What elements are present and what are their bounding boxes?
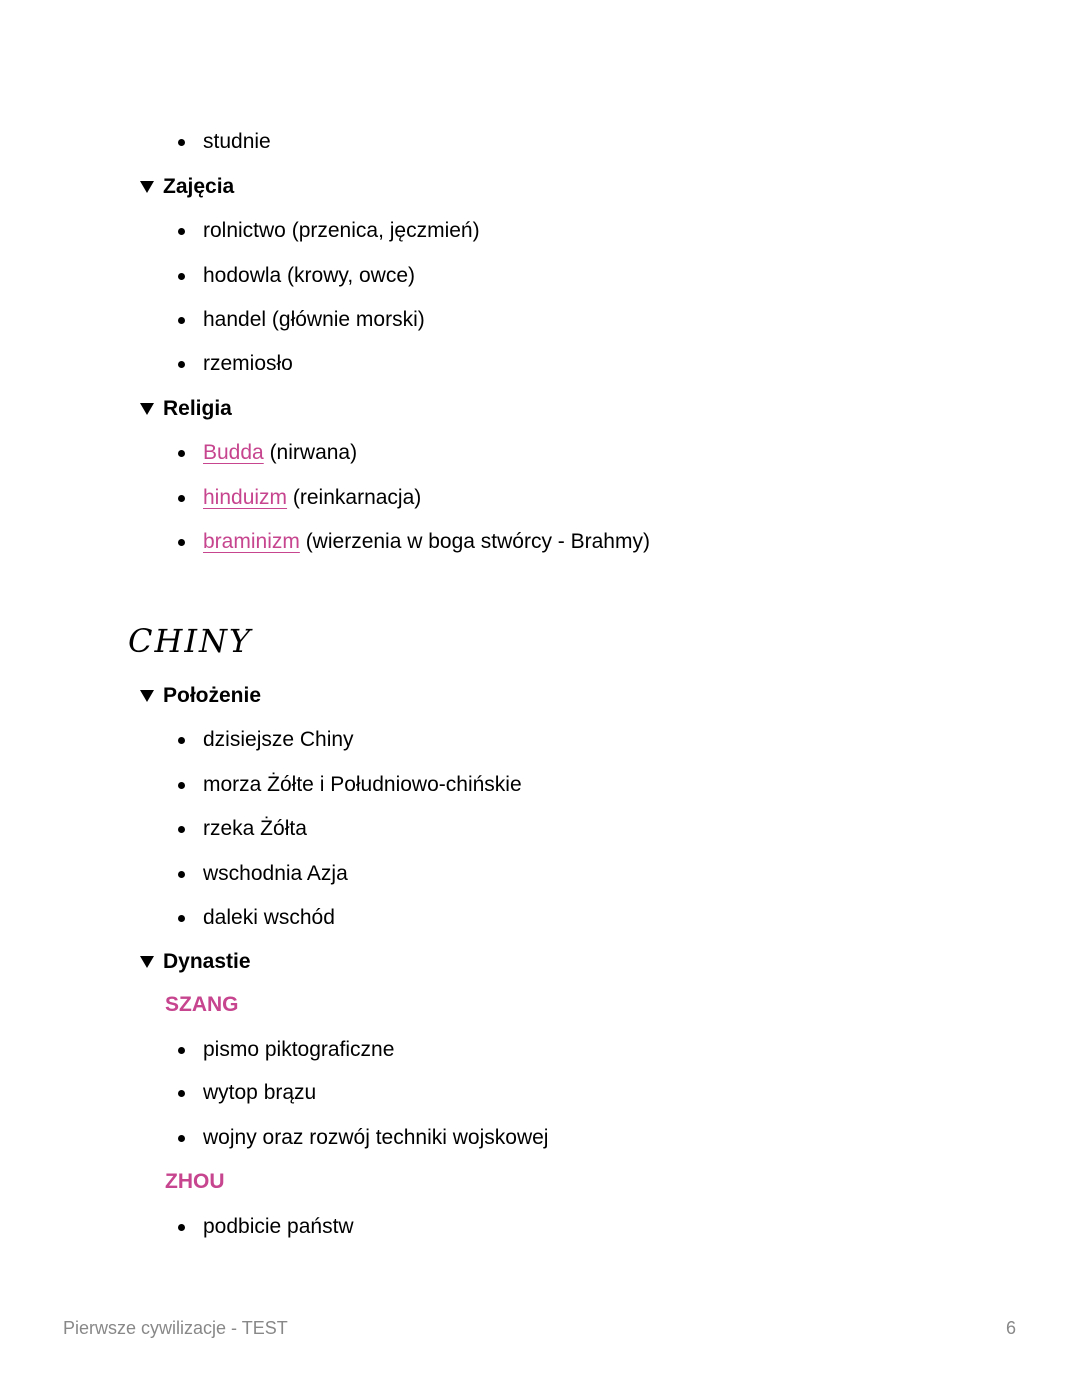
bullet-icon <box>178 1135 185 1142</box>
list-item <box>178 127 271 157</box>
list-item <box>178 527 650 557</box>
triangle-down-icon <box>140 956 154 968</box>
list-item-text: dzisiejsze Chiny <box>203 728 354 751</box>
bullet-icon <box>178 139 185 146</box>
list-item <box>178 770 522 800</box>
list-item <box>178 483 421 513</box>
section-title-chiny: CHINY <box>128 622 253 660</box>
list-item <box>178 725 354 755</box>
bullet-icon <box>178 1224 185 1231</box>
list-item <box>178 903 335 933</box>
bullet-icon <box>178 495 185 502</box>
list-item-text: podbicie państw <box>203 1215 354 1238</box>
list-item-text: rzeka Żółta <box>203 817 307 840</box>
list-item-text: daleki wschód <box>203 906 335 929</box>
list-item <box>178 261 415 291</box>
toggle-label: Religia <box>163 397 232 420</box>
list-item-text: handel (głównie morski) <box>203 308 425 331</box>
list-item <box>178 349 293 379</box>
list-item-text: hodowla (krowy, owce) <box>203 264 416 287</box>
bullet-icon <box>178 317 185 324</box>
list-item <box>178 1212 354 1242</box>
list-item-text: wschodnia Azja <box>203 862 348 885</box>
toggle-religia[interactable] <box>140 394 232 424</box>
bullet-icon <box>178 915 185 922</box>
triangle-down-icon <box>140 690 154 702</box>
list-item <box>178 1035 394 1065</box>
link-hinduizm[interactable]: hinduizm <box>203 486 288 509</box>
bullet-icon <box>178 273 185 280</box>
page-number: 6 <box>1005 1318 1016 1338</box>
list-item-text: morza Żółte i Południowo-chińskie <box>203 773 522 796</box>
triangle-down-icon <box>140 403 154 415</box>
toggle-label: Dynastie <box>163 950 251 973</box>
list-item <box>178 814 307 844</box>
bullet-icon <box>178 361 185 368</box>
bullet-icon <box>178 826 185 833</box>
list-item <box>178 1123 548 1153</box>
triangle-down-icon <box>140 181 154 193</box>
toggle-zajecia[interactable] <box>140 172 234 202</box>
dynasty-heading-zhou: ZHOU <box>165 1170 225 1193</box>
list-item-text: studnie <box>203 130 271 153</box>
link-budda[interactable]: Budda <box>203 441 264 464</box>
bullet-icon <box>178 782 185 789</box>
list-item-text: rzemiosło <box>203 352 293 375</box>
bullet-icon <box>178 737 185 744</box>
list-item-text: wojny oraz rozwój techniki wojskowej <box>203 1126 549 1149</box>
bullet-icon <box>178 1047 185 1054</box>
list-item-text: (wierzenia w boga stwórcy - Brahmy) <box>299 530 650 553</box>
footer-title: Pierwsze cywilizacje - TEST <box>63 1318 288 1338</box>
toggle-label: Położenie <box>163 684 262 707</box>
bullet-icon <box>178 228 185 235</box>
list-item <box>178 859 348 889</box>
link-braminizm[interactable]: braminizm <box>203 530 300 553</box>
list-item-text: (reinkarnacja) <box>287 486 422 509</box>
list-item <box>178 1078 316 1108</box>
list-item-text: (nirwana) <box>263 441 358 464</box>
toggle-label: Zajęcia <box>163 175 235 198</box>
list-item-text: wytop brązu <box>203 1081 317 1104</box>
bullet-icon <box>178 1090 185 1097</box>
bullet-icon <box>178 450 185 457</box>
list-item <box>178 216 480 246</box>
toggle-dynastie[interactable] <box>140 947 251 977</box>
dynasty-heading-szang: SZANG <box>165 993 239 1016</box>
bullet-icon <box>178 871 185 878</box>
bullet-icon <box>178 539 185 546</box>
list-item-text: rolnictwo (przenica, jęczmień) <box>203 219 480 242</box>
list-item <box>178 438 357 468</box>
list-item-text: pismo piktograficzne <box>203 1038 395 1061</box>
toggle-polozenie[interactable] <box>140 681 261 711</box>
list-item <box>178 305 425 335</box>
